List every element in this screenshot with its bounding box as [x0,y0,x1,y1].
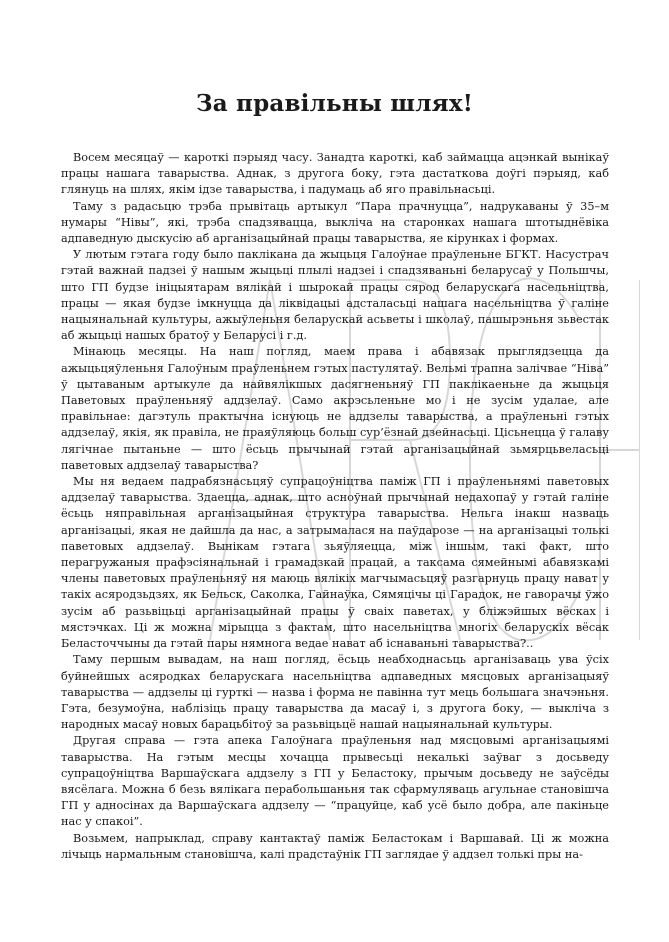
page-title: За правільны шлях! [195,90,474,117]
paragraph-text: Таму з радасьцю трэба прывітаць артыкул “Пара прачнуцца”, надрукаваны ў 35–м нумары “Нівы”, які, трэба спадзявацца, выкліча на старонках нашага штотыднёвіка адпаведную дыскусію аб арганізацыйнай працы таварыства, яе кірунках і формах. [61,199,609,246]
paragraph-text: Таму першым вывадам, на наш погляд, ёсьць неабходнасьць арганізаваць ува ўсіх буйнейшых асяродках беларускага насельніцтва адпаведных мясцовых арганізацыяў таварыства — аддзелы ці гурткі — назва і форма не павінна тут мець большага значэньня. Гэта, безумоўна, наблізіць працу таварыства да масаў і, з другога боку, — выкліча з народных масаў новых барацьбітоў за разьвіцьцё нашай нацыянальнай культуры. [61,653,609,732]
paragraph [61,150,609,199]
article-body [61,150,609,863]
paragraph [61,652,609,733]
paragraph-text: Мы ня ведаем падрабязнасьцяў супрацоўніцтва паміж ГП і праўленьнямі паветовых аддзелаў таварыства. Здаецца, аднак, што асноўнай прычынай недахопаў у гэтай галіне ёсьць няправільная арганізацыйная структура таварыства. Нельга інакш назваць арганізацыі, якая не дайшла да нас, а затрымалася на паўдарозе — на арганізацыі толькі паветовых аддзелаў. Вынікам гэтага зьяўляецца, між іншым, такі факт, што перагружаныя прафэсіянальнай і грамадзкай працай, а таксама сямейнымі абавязкамі члены паветовых праўленьняў ня маюць вялікіх магчымасьцяў разгарнуць працу нават у такіх асяродзьдзях, як Бельск, Саколка, Гайнаўка, Сямяцічы ці Гарадок, не гаворачы ўжо зусім аб разьвіцьці арганізацыйнай працы ў сваіх паветах, у бліжэйшых вёсках і мястэчках. Ці ж можна мірыцца з фактам, што насельніцтва многіх беларускіх вёсак Беласточчыны да гэтай пары нямнога ведае нават аб існаваньні таварыства?.. [61,475,609,651]
paragraph [61,199,609,248]
paragraph [61,474,609,652]
paragraph [61,733,609,830]
paragraph-text: Мінаюць месяцы. На наш погляд, маем права і абавязак прыглядзецца да ажыцьцяўленьня Галоўным праўленьнем гэтых пастулятаў. Вельмі трапна залічвае “Ніва” ў цытаваным артыкуле да найвялікшых дасягненьняў ГП паклікаеньне да жыцьця Паветовых праўленьняў аддзелаў. Само акрэсьленьне мо і не зусім удалае, але правільнае: дагэтуль практычна існуюць не аддзелы таварыства, а праўленьні гэтых аддзелаў, якія, як правіла, не праяўляюць больш сур’ёзнай дзейнасьці. Цісьнецца ў галаву лягічнае пытаньне — што ёсьць прычынай гэтай арганізацыйнай зьмярцьвеласьці паветовых аддзелаў таварыства? [61,345,609,472]
paragraph [61,831,609,863]
paragraph-text: У лютым гэтага году было паклікана да жыцьця Галоўнае праўленьне БГКТ. Насустрач гэтай важнай падзеі ў нашым жыцьці плылі надзеі і спадзяваньні беларусаў у Польшчы, што ГП будзе ініцыятарам вялікай і шырокай працы сярод беларускага насельніцтва, працы — якая будзе імкнуцца да ліквідацыі адсталасьці нашага насельніцтва ў галіне нацыянальнай культуры, ажыўленьня беларускай асьветы і школаў, пашырэньня зьвестак аб жыцьці нашых братоў у Беларусі і г.д. [61,248,609,343]
paragraph [61,247,609,344]
paragraph-text: Другая справа — гэта апека Галоўнага праўленьня над мясцовымі арганізацыямі таварыства. На гэтым месцы хочацца прывесьці некалькі заўваг з досьведу супрацоўніцтва Варшаўскага аддзелу з ГП у Беластоку, прычым досьведу не заўсёды вясёлага. Можна б безь вялікага перабольшаньня так сфармуляваць агульнае становішча ГП у адносінах да Варшаўскага аддзелу — “працуйце, каб усё было добра, але пакіньце нас у спакоі”. [61,734,609,829]
paragraph [61,344,609,474]
paragraph-text: Возьмем, напрыклад, справу кантактаў паміж Беластокам і Варшавай. Ці ж можна лічыць нармальным становішча, калі прадстаўнік ГП заглядае ў аддзел толькі пры на- [61,831,609,861]
paragraph-text: Восем месяцаў — кароткі пэрыяд часу. Занадта кароткі, каб займацца ацэнкай вынікаў працы нашага таварыства. Аднак, з другога боку, гэта дастаткова доўгі пэрыяд, каб глянуць на шлях, якім ідзе таварыства, і падумаць аб яго правільнасьці. [61,151,609,197]
